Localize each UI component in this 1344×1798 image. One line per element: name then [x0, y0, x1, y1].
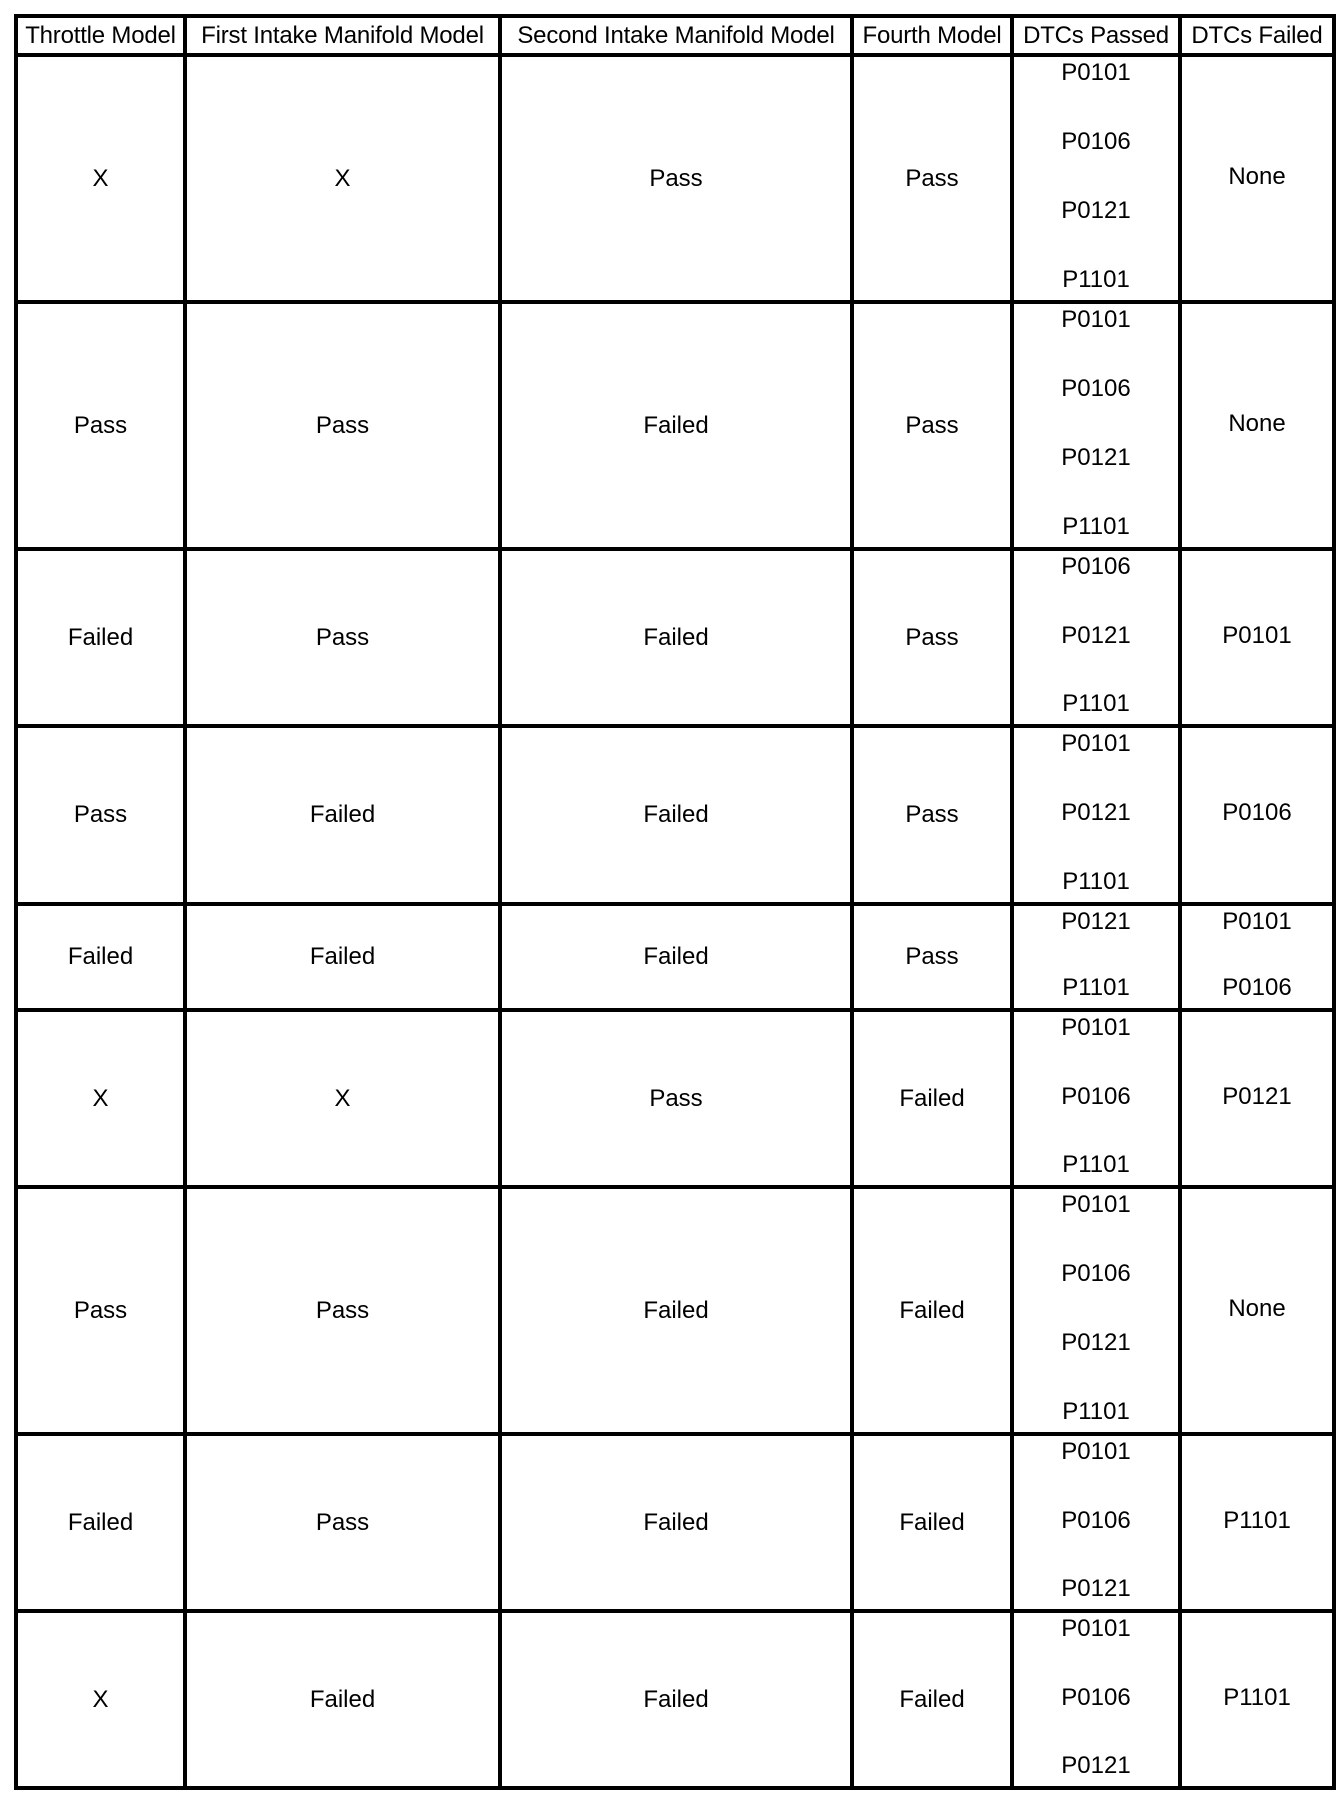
dtc-code: P0106 [1061, 1082, 1131, 1110]
throttle-cell: Pass [16, 726, 185, 904]
dtc-code: P1101 [1062, 1151, 1130, 1178]
dtcs-failed-cell [1180, 1010, 1334, 1187]
throttle-cell: Failed [16, 549, 185, 726]
dtc-code: P0106 [1222, 799, 1292, 826]
dtc-code: P0121 [1061, 908, 1131, 935]
dtcs-failed-list [1182, 551, 1332, 724]
table-row [16, 55, 1334, 302]
dtc-table-container [14, 14, 1336, 1790]
fourth-model-cell: Failed [852, 1434, 1012, 1611]
second-intake-cell: Failed [500, 1611, 852, 1788]
second-intake-cell: Failed [500, 726, 852, 904]
dtc-code: P0121 [1061, 1752, 1131, 1779]
dtc-code: P1101 [1062, 974, 1130, 1001]
dtcs-passed-cell [1012, 1187, 1180, 1434]
dtcs-passed-list [1014, 906, 1178, 1008]
table-row [16, 904, 1334, 1010]
dtc-code: P0101 [1222, 908, 1292, 935]
dtc-code: P1101 [1223, 1506, 1291, 1534]
table-row [16, 1187, 1334, 1434]
dtcs-failed-list [1182, 906, 1332, 1008]
dtc-code: P1101 [1062, 868, 1130, 895]
dtcs-passed-list [1014, 728, 1178, 902]
table-header-row [16, 16, 1334, 55]
first-intake-cell: X [185, 1010, 500, 1187]
dtc-code: P0121 [1061, 799, 1131, 826]
dtcs-passed-cell [1012, 1434, 1180, 1611]
dtcs-passed-list [1014, 1436, 1178, 1609]
dtc-code: P0101 [1061, 1191, 1131, 1218]
dtcs-failed-cell [1180, 1434, 1334, 1611]
dtc-code: P0101 [1061, 730, 1131, 757]
dtc-code: P0101 [1061, 306, 1131, 333]
dtc-code: None [1228, 1294, 1286, 1322]
dtc-code: P1101 [1062, 1398, 1130, 1425]
dtcs-failed-list [1182, 1613, 1332, 1786]
first-intake-cell: Pass [185, 1187, 500, 1434]
fourth-model-cell: Pass [852, 55, 1012, 302]
dtc-code: P0106 [1061, 375, 1131, 402]
fourth-model-cell: Failed [852, 1187, 1012, 1434]
dtcs-failed-list [1182, 57, 1332, 300]
first-intake-cell: Failed [185, 726, 500, 904]
dtc-code: None [1228, 162, 1286, 190]
dtcs-failed-cell [1180, 726, 1334, 904]
dtcs-failed-cell [1180, 302, 1334, 549]
dtc-code: P0106 [1061, 1260, 1131, 1287]
dtc-code: P0106 [1061, 1683, 1131, 1711]
dtc-code: P0121 [1061, 444, 1131, 471]
dtcs-passed-list [1014, 1189, 1178, 1432]
fourth-model-cell: Pass [852, 904, 1012, 1010]
second-intake-cell: Pass [500, 1010, 852, 1187]
table-row [16, 1611, 1334, 1788]
dtcs-failed-list [1182, 304, 1332, 547]
first-intake-cell: Pass [185, 1434, 500, 1611]
table-row [16, 1434, 1334, 1611]
dtcs-passed-cell [1012, 549, 1180, 726]
dtc-code: P1101 [1062, 513, 1130, 540]
dtc-code: P0101 [1061, 59, 1131, 86]
throttle-cell: X [16, 1611, 185, 1788]
table-row [16, 302, 1334, 549]
header-first-intake-manifold-model: First Intake Manifold Model [185, 16, 500, 55]
table-row [16, 1010, 1334, 1187]
first-intake-cell: X [185, 55, 500, 302]
dtcs-passed-list [1014, 57, 1178, 300]
dtc-code: P0121 [1222, 1082, 1292, 1110]
dtc-code: P1101 [1062, 690, 1130, 717]
dtcs-failed-cell [1180, 55, 1334, 302]
table-row [16, 726, 1334, 904]
dtcs-passed-list [1014, 1613, 1178, 1786]
dtc-code: P0121 [1061, 1575, 1131, 1602]
fourth-model-cell: Pass [852, 302, 1012, 549]
header-second-intake-manifold-model: Second Intake Manifold Model [500, 16, 852, 55]
dtcs-failed-cell [1180, 549, 1334, 726]
header-throttle-model: Throttle Model [16, 16, 185, 55]
dtcs-failed-cell [1180, 1611, 1334, 1788]
dtc-code: P0101 [1222, 621, 1292, 649]
dtc-model-table [14, 14, 1336, 1790]
dtc-code: P0121 [1061, 1329, 1131, 1356]
dtc-code: P0106 [1061, 128, 1131, 155]
table-body [16, 55, 1334, 1788]
dtcs-passed-cell [1012, 55, 1180, 302]
dtc-code: P0121 [1061, 621, 1131, 649]
dtcs-passed-cell [1012, 1010, 1180, 1187]
dtc-code: P1101 [1223, 1683, 1291, 1711]
dtcs-passed-list [1014, 304, 1178, 547]
first-intake-cell: Failed [185, 1611, 500, 1788]
dtc-code: P0121 [1061, 197, 1131, 224]
throttle-cell: X [16, 55, 185, 302]
fourth-model-cell: Failed [852, 1611, 1012, 1788]
dtc-code: P0106 [1222, 974, 1292, 1001]
dtc-code: P0106 [1061, 1506, 1131, 1534]
dtcs-passed-cell [1012, 904, 1180, 1010]
dtcs-failed-cell [1180, 1187, 1334, 1434]
dtc-code: P0101 [1061, 1014, 1131, 1041]
second-intake-cell: Pass [500, 55, 852, 302]
dtc-code: P1101 [1062, 266, 1130, 293]
dtc-code: P0101 [1061, 1438, 1131, 1465]
fourth-model-cell: Failed [852, 1010, 1012, 1187]
first-intake-cell: Pass [185, 549, 500, 726]
header-fourth-model: Fourth Model [852, 16, 1012, 55]
dtcs-failed-list [1182, 1189, 1332, 1432]
second-intake-cell: Failed [500, 302, 852, 549]
fourth-model-cell: Pass [852, 726, 1012, 904]
dtc-code: P0106 [1061, 553, 1131, 580]
second-intake-cell: Failed [500, 549, 852, 726]
throttle-cell: X [16, 1010, 185, 1187]
dtcs-passed-list [1014, 1012, 1178, 1185]
first-intake-cell: Failed [185, 904, 500, 1010]
table-row [16, 549, 1334, 726]
header-dtcs-passed: DTCs Passed [1012, 16, 1180, 55]
throttle-cell: Failed [16, 904, 185, 1010]
dtcs-failed-cell [1180, 904, 1334, 1010]
fourth-model-cell: Pass [852, 549, 1012, 726]
dtcs-failed-list [1182, 1436, 1332, 1609]
throttle-cell: Failed [16, 1434, 185, 1611]
dtcs-passed-cell [1012, 1611, 1180, 1788]
dtcs-passed-cell [1012, 302, 1180, 549]
second-intake-cell: Failed [500, 1434, 852, 1611]
dtc-code: P0101 [1061, 1615, 1131, 1642]
dtcs-failed-list [1182, 728, 1332, 902]
dtc-code: None [1228, 409, 1286, 437]
second-intake-cell: Failed [500, 1187, 852, 1434]
throttle-cell: Pass [16, 302, 185, 549]
second-intake-cell: Failed [500, 904, 852, 1010]
header-dtcs-failed: DTCs Failed [1180, 16, 1334, 55]
dtcs-passed-cell [1012, 726, 1180, 904]
throttle-cell: Pass [16, 1187, 185, 1434]
first-intake-cell: Pass [185, 302, 500, 549]
dtcs-passed-list [1014, 551, 1178, 724]
dtcs-failed-list [1182, 1012, 1332, 1185]
